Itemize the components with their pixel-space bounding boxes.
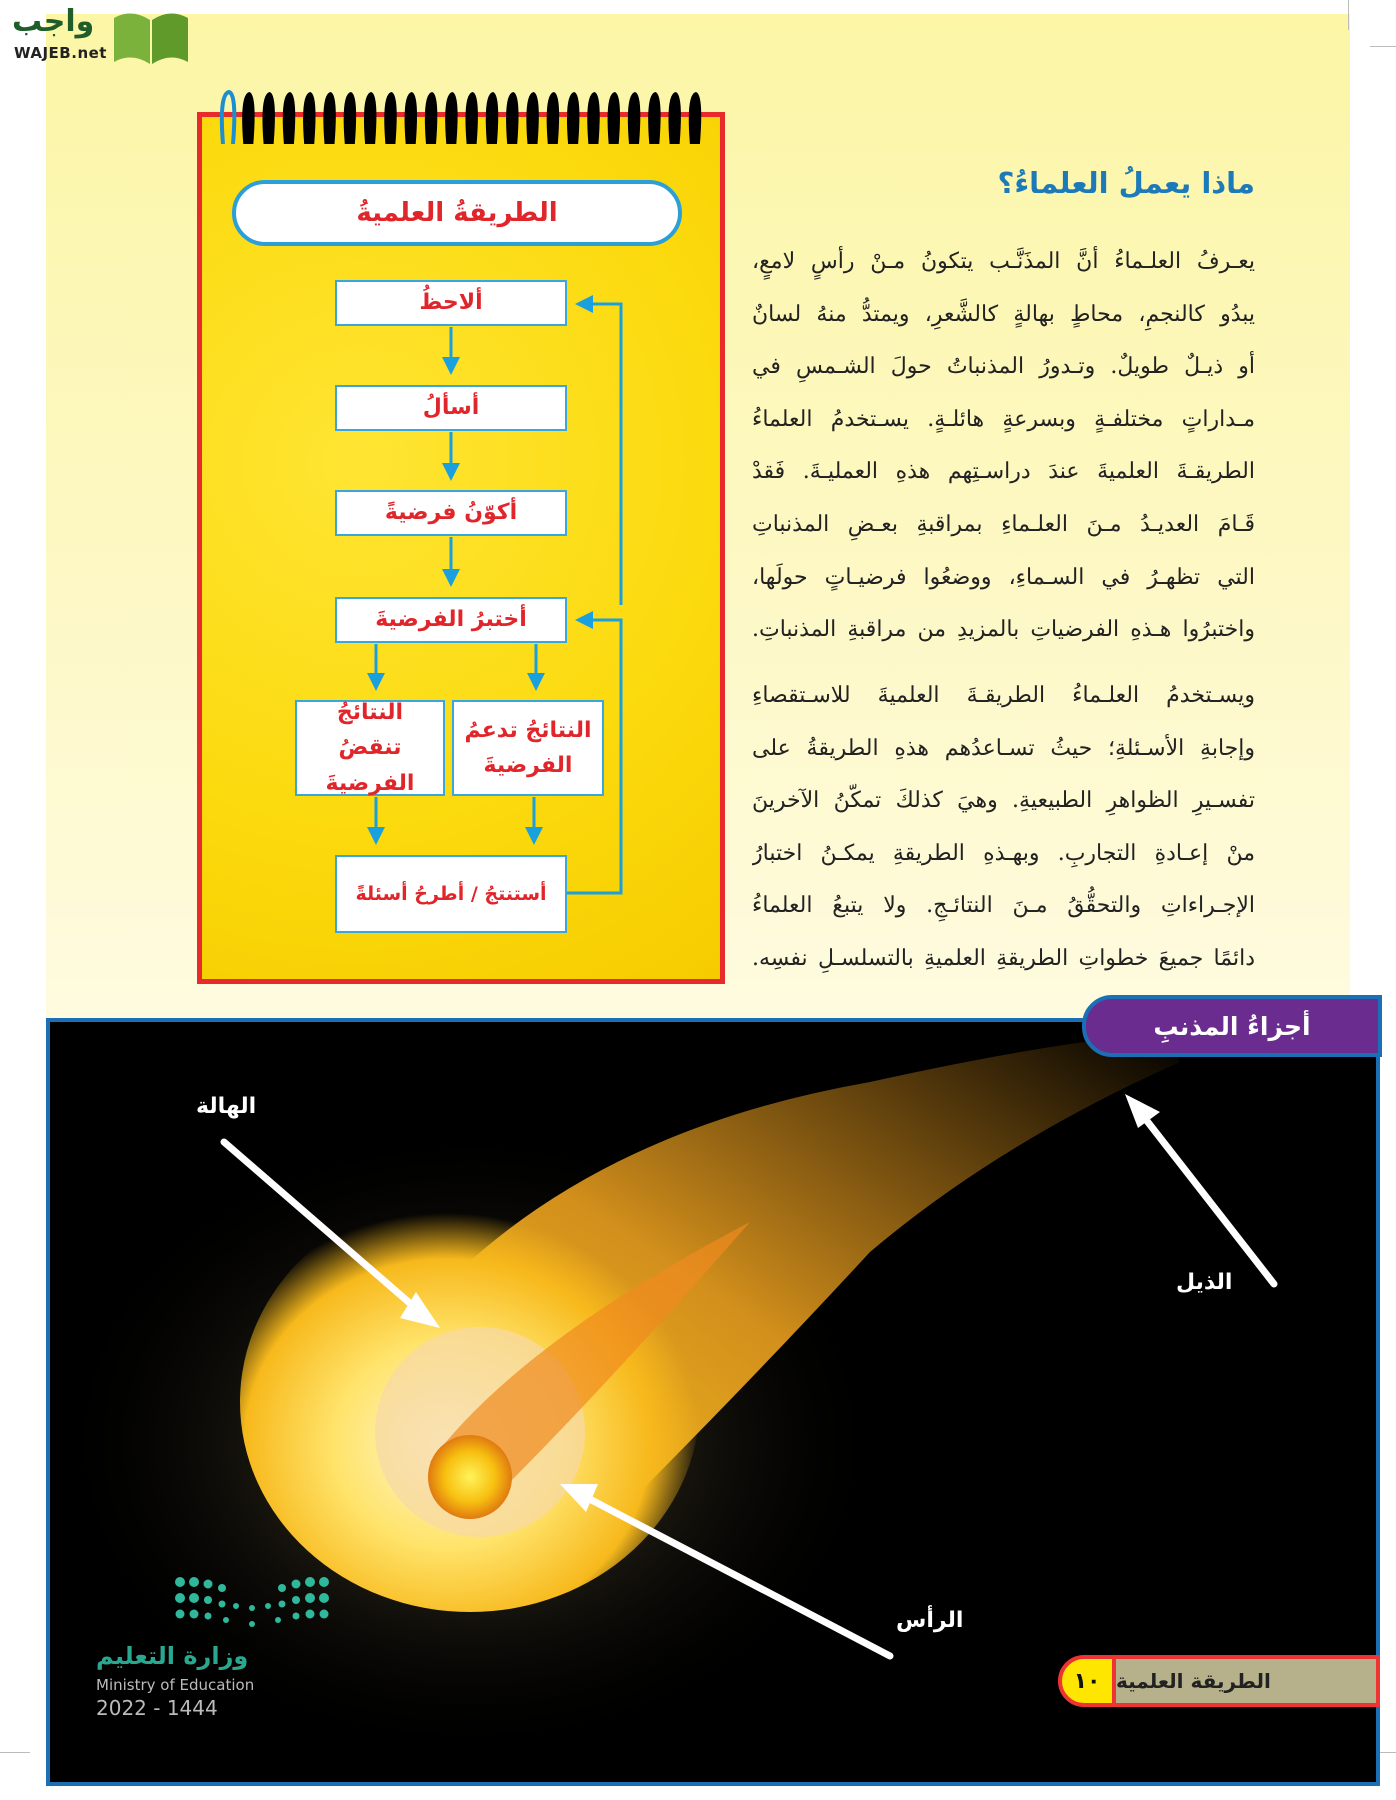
article-heading: ماذا يعملُ العلماءُ؟ [997, 166, 1255, 200]
paragraph-2 [752, 670, 1255, 986]
ministry-english: Ministry of Education [96, 1676, 255, 1694]
text-line: يبدُو كالنجمِ، محاطٍ بهالةٍ كالشَّعرِ، ويمتدُّ منهُ لسانٌ [752, 301, 1255, 327]
step-test: أختبرُ الفرضيةَ [335, 597, 567, 643]
text-line: أو ذيـلٌ طويلٌ. وتـدورُ المذنباتُ حولَ الشـمسِ في [752, 354, 1255, 380]
text-line: الطريقـةَ العلميةَ عندَ دراسـتِهم هذهِ العمليـةَ. فَقدْ [752, 459, 1255, 485]
edition-year: 2022 - 1444 [96, 1696, 218, 1720]
paragraph-1 [752, 236, 1255, 657]
text-line: قَـامَ العديـدُ مـنَ العلـماءِ بمراقبةِ بعـضِ المذنباتِ [752, 511, 1255, 537]
text-line: واختبرُوا هـذهِ الفرضياتِ بالمزيدِ من مراقبةِ المذنباتِ. [752, 617, 1255, 643]
text-line: مـداراتٍ مختلفـةٍ وبسرعةٍ هائلـةٍ. يسـتخدمُ العلماءُ [752, 406, 1255, 432]
label-coma: الهالة [196, 1094, 257, 1119]
flowchart-title: الطريقةُ العلميةُ [232, 180, 682, 246]
text-line: التي تظهـرُ في السـماءِ، ووضعُوا فرضيـاتٍ حولَها، [752, 564, 1255, 590]
crop-mark [1348, 0, 1349, 30]
result-refute: النتائجُ تنقضُ الفرضيةَ [295, 700, 445, 796]
text-line: الإجـراءاتِ والتحقُّقُ مـنَ النتائـجِ. ولا يتبعُ العلماءُ [752, 893, 1255, 919]
chapter-title: الطريقة العلمية [1116, 1655, 1380, 1707]
text-line: ويسـتخدمُ العلـماءُ الطريقـةَ العلميةَ للاسـتقصاءِ [752, 683, 1255, 708]
logo-latin: WAJEB.net [14, 44, 107, 62]
wajeb-logo [6, 4, 192, 66]
step-conclude: أستنتجُ / أطرحُ أسئلةً [335, 855, 567, 933]
step-hypothesize: أكوّنُ فرضيةً [335, 490, 567, 536]
logo-arabic: واجب [12, 4, 95, 39]
step-observe: ألاحظُ [335, 280, 567, 326]
spiral-binding-icon [215, 84, 705, 154]
ministry-arabic: وزارة التعليم [96, 1642, 249, 1670]
page-number: ١٠ [1058, 1655, 1116, 1707]
text-line: دائمًا جميعَ خطواتِ الطريقةِ العلميةِ بالتسلسـلِ نفسِه. [752, 945, 1255, 971]
tail-pointer [1140, 1112, 1274, 1284]
label-tail: الذيل [1176, 1270, 1233, 1295]
book-icon [110, 6, 192, 66]
step-ask: أسألُ [335, 385, 567, 431]
text-line: يعـرفُ العلـماءُ أنَّ المذَنَّـب يتكونُ مـنْ رأسٍ لامعٍ، [752, 249, 1255, 274]
label-head: الرأس [896, 1608, 964, 1633]
text-line: وإجابةِ الأسـئلةِ؛ حيثُ تسـاعدُهم هذهِ الطريقةُ على [752, 735, 1255, 761]
page-footer [1058, 1655, 1380, 1707]
crop-mark [0, 1752, 30, 1753]
text-line: تفسـيرِ الظواهرِ الطبيعيةِ. وهيَ كذلكَ تمكّنُ الآخرينَ [752, 788, 1255, 814]
ministry-dots-icon [172, 1570, 342, 1630]
comet-parts-title: أجزاءُ المذنبِ [1082, 995, 1382, 1057]
result-support: النتائجُ تدعمُ الفرضيةَ [452, 700, 604, 796]
text-line: منْ إعـادةِ التجاربِ. وبهـذهِ الطريقةِ يمكـنُ اختبارُ [752, 840, 1255, 866]
crop-mark [1370, 46, 1396, 47]
